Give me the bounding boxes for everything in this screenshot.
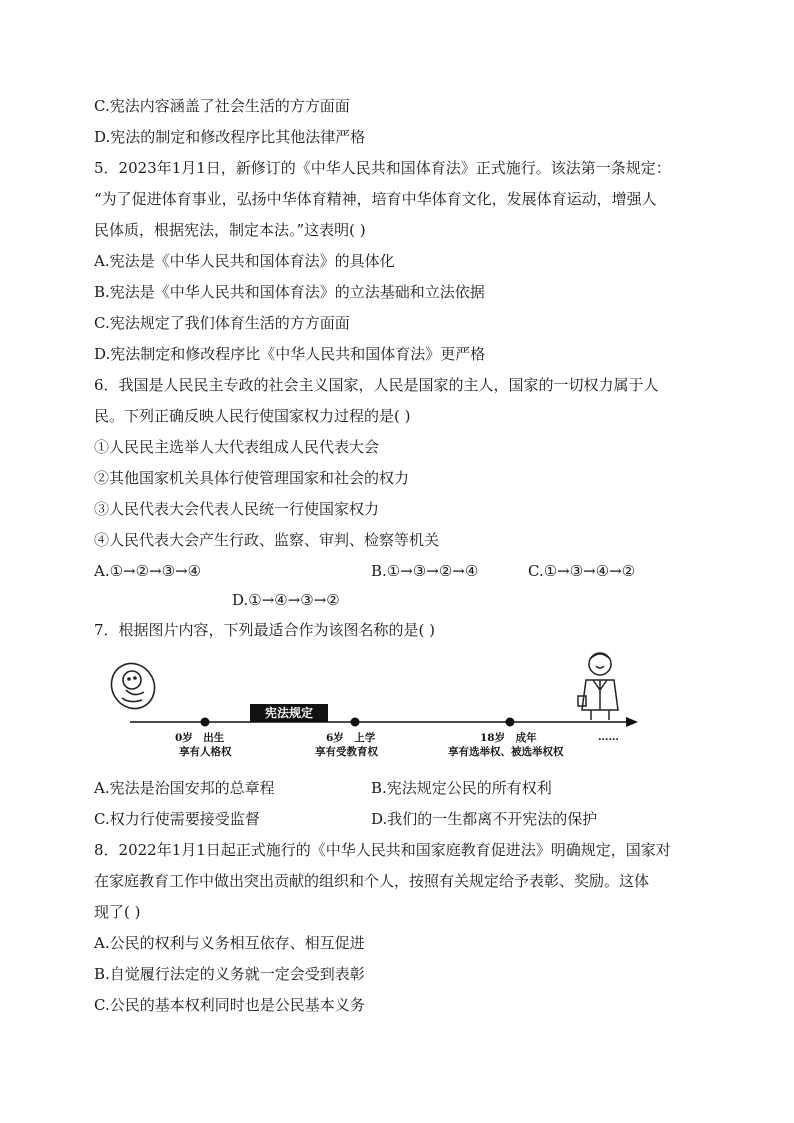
option-c-q5: C.宪法规定了我们体育生活的方方面面 bbox=[94, 314, 350, 332]
option-c-q8: C.公民的基本权利同时也是公民基本义务 bbox=[94, 996, 365, 1014]
statement-3: ③人民代表大会代表人民统一行使国家权力 bbox=[94, 500, 380, 518]
option-d-q4: D.宪法的制定和修改程序比其他法律严格 bbox=[94, 128, 366, 146]
question-5-prompt: 民体质，根据宪法，制定本法。”这表明( ) bbox=[94, 221, 366, 239]
timeline-continuation: …… bbox=[598, 731, 619, 743]
timeline-node-school bbox=[351, 718, 360, 727]
question-8-prompt: 现了( ) bbox=[94, 903, 141, 921]
option-d-q6: D.①→④→③→② bbox=[232, 591, 340, 609]
life-timeline-figure bbox=[100, 650, 660, 766]
question-5-quote: “为了促进体育事业，弘扬中华体育精神，培育中华体育文化，发展体育运动，增强人 bbox=[94, 190, 657, 208]
option-d-q7: D.我们的一生都离不开宪法的保护 bbox=[371, 810, 598, 828]
timeline-label-school: 6岁 上学 bbox=[326, 732, 376, 744]
timeline-arrowhead bbox=[626, 717, 638, 727]
adult-person-icon bbox=[578, 653, 618, 720]
question-5-stem: 5．2023年1月1日，新修订的《中华人民共和国体育法》正式施行。该法第一条规定： bbox=[94, 159, 671, 177]
question-8-cont: 在家庭教育工作中做出突出贡献的组织和个人，按照有关规定给予表彰、奖励。这体 bbox=[94, 872, 650, 890]
option-a-q6: A.①→②→③→④ bbox=[94, 562, 202, 580]
option-d-q5: D.宪法制定和修改程序比《中华人民共和国体育法》更严格 bbox=[94, 345, 486, 363]
timeline-right-adult: 享有选举权、被选举权权 bbox=[448, 746, 564, 758]
question-6-stem: 6．我国是人民民主专政的社会主义国家，人民是国家的主人，国家的一切权力属于人 bbox=[94, 376, 659, 394]
option-c-q6: C.①→③→④→② bbox=[528, 562, 636, 580]
question-6-prompt: 民。下列正确反映人民行使国家权力过程的是( ) bbox=[94, 407, 411, 425]
statement-1: ①人民民主选举人大代表组成人民代表大会 bbox=[94, 438, 380, 456]
option-a-q5: A.宪法是《中华人民共和国体育法》的具体化 bbox=[94, 252, 395, 270]
statement-4: ④人民代表大会产生行政、监察、审判、检察等机关 bbox=[94, 531, 440, 549]
option-b-q5: B.宪法是《中华人民共和国体育法》的立法基础和立法依据 bbox=[94, 283, 485, 301]
option-c-q4: C.宪法内容涵盖了社会生活的方方面面 bbox=[94, 97, 350, 115]
question-8-stem: 8．2022年1月1日起正式施行的《中华人民共和国家庭教育促进法》明确规定，国家对 bbox=[94, 841, 671, 859]
timeline-label-birth: 0岁 出生 bbox=[175, 732, 225, 744]
timeline-right-school: 享有受教育权 bbox=[315, 746, 378, 758]
statement-2: ②其他国家机关具体行使管理国家和社会的权力 bbox=[94, 469, 410, 487]
timeline-node-birth bbox=[201, 718, 210, 727]
timeline-node-adult bbox=[506, 718, 515, 727]
option-a-q7: A.宪法是治国安邦的总章程 bbox=[94, 779, 275, 797]
option-b-q8: B.自觉履行法定的义务就一定会受到表彰 bbox=[94, 965, 365, 983]
constitution-banner: 宪法规定 bbox=[250, 704, 328, 722]
option-b-q7: B.宪法规定公民的所有权利 bbox=[371, 779, 552, 797]
question-7-stem: 7．根据图片内容，下列最适合作为该图名称的是( ) bbox=[94, 621, 436, 639]
option-a-q8: A.公民的权利与义务相互依存、相互促进 bbox=[94, 934, 365, 952]
timeline-right-birth: 享有人格权 bbox=[179, 746, 232, 758]
timeline-label-adult: 18岁 成年 bbox=[480, 732, 537, 744]
option-c-q7: C.权力行使需要接受监督 bbox=[94, 810, 260, 828]
option-b-q6: B.①→③→②→④ bbox=[371, 562, 479, 580]
baby-icon bbox=[103, 656, 162, 717]
